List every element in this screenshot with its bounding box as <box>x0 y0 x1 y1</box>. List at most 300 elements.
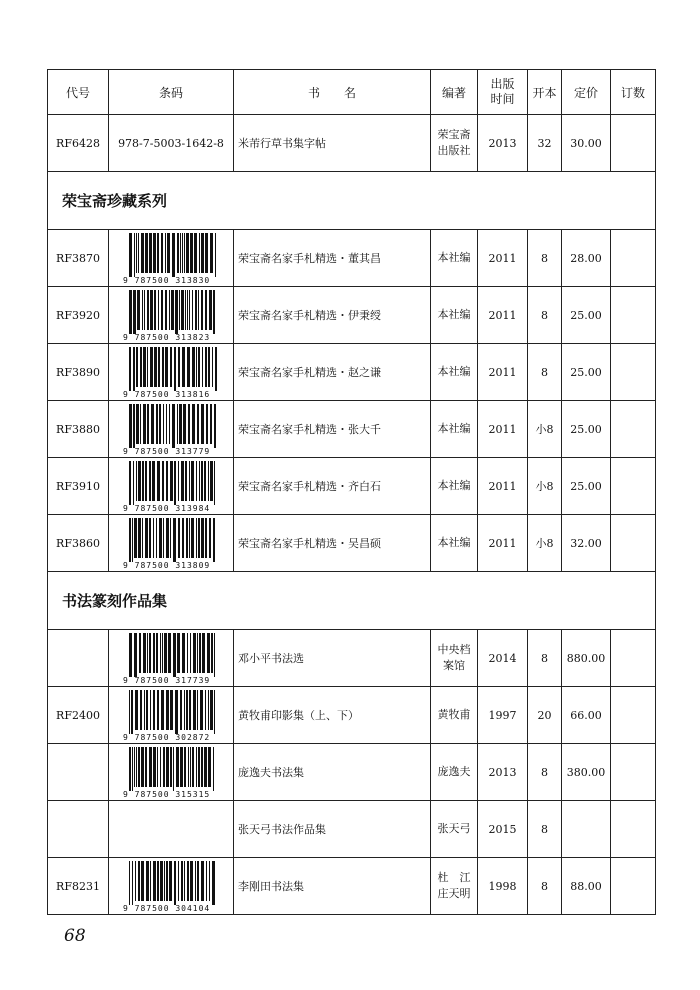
barcode-bar <box>195 861 196 901</box>
order-qty-cell[interactable] <box>611 858 656 915</box>
barcode-bar <box>153 518 154 558</box>
book-editor: 本社编 <box>431 515 478 572</box>
table-row <box>48 401 656 458</box>
barcode-bar <box>170 518 171 558</box>
barcode-bar <box>190 747 191 787</box>
barcode-bar <box>182 518 184 558</box>
book-format: 20 <box>528 687 562 744</box>
book-title: 荣宝斋名家手札精选・吴昌硕 <box>234 515 431 572</box>
barcode-bar <box>142 290 143 330</box>
barcode-bar <box>144 690 145 730</box>
order-qty-cell[interactable] <box>611 344 656 401</box>
barcode-bar <box>189 690 191 730</box>
barcode-bar <box>156 633 158 673</box>
barcode-digits: 9 787500 304104 <box>123 904 211 912</box>
book-code: RF3910 <box>48 458 109 515</box>
order-qty-cell[interactable] <box>611 458 656 515</box>
table-row <box>48 744 656 801</box>
barcode-bar <box>134 518 137 558</box>
barcode-image <box>121 346 221 398</box>
book-format: 8 <box>528 858 562 915</box>
barcode-bar <box>134 633 137 677</box>
barcode-bar <box>177 633 180 673</box>
table-header-row <box>48 70 656 115</box>
barcode-bar <box>169 404 170 444</box>
barcode-bar <box>162 461 164 501</box>
barcode-bar <box>192 290 193 330</box>
barcode-digits: 9 787500 313830 <box>123 276 211 284</box>
barcode-bar <box>160 747 161 787</box>
barcode-bar <box>201 518 204 558</box>
barcode-bar <box>147 347 148 387</box>
book-price: 25.00 <box>562 287 611 344</box>
barcode-bar <box>187 347 190 387</box>
barcode-bar <box>157 861 159 901</box>
barcode-svg <box>121 632 221 684</box>
barcode-bar <box>196 347 197 387</box>
barcode-bar <box>196 461 197 501</box>
barcode-bar <box>214 690 215 734</box>
barcode-bar <box>200 690 203 730</box>
barcode-bar <box>201 747 203 787</box>
editor-line1: 荣宝斋 <box>437 128 471 141</box>
barcode-image <box>121 460 221 512</box>
barcode-bar <box>153 233 156 273</box>
barcode-bar <box>208 747 211 787</box>
barcode-bar <box>145 233 148 273</box>
barcode-bar <box>147 633 148 673</box>
barcode-bar <box>196 747 197 787</box>
book-code <box>48 801 109 858</box>
order-qty-cell[interactable] <box>611 515 656 572</box>
barcode-bar <box>187 290 188 330</box>
barcode-bar <box>192 404 195 444</box>
header-barcode: 条码 <box>109 70 234 115</box>
book-year: 2011 <box>478 344 528 401</box>
barcode-bar <box>205 233 208 273</box>
barcode-cell <box>109 287 234 344</box>
barcode-bar <box>215 233 216 277</box>
book-price: 66.00 <box>562 687 611 744</box>
barcode-bar <box>153 633 155 673</box>
barcode-svg <box>121 232 221 284</box>
barcode-bar <box>166 461 168 501</box>
section-title: 书法篆刻作品集 <box>48 572 656 630</box>
order-qty-cell[interactable] <box>611 230 656 287</box>
barcode-bar <box>181 290 184 330</box>
barcode-svg <box>121 403 221 455</box>
barcode-bar <box>129 633 132 677</box>
book-title: 黄牧甫印影集（上、下） <box>234 687 431 744</box>
header-year <box>478 70 528 115</box>
book-editor <box>431 630 478 687</box>
isbn-text: 978-7-5003-1642-8 <box>109 115 234 172</box>
barcode-bar <box>145 747 147 787</box>
barcode-bar <box>174 861 176 905</box>
book-code: RF3860 <box>48 515 109 572</box>
barcode-bar <box>191 461 194 501</box>
barcode-bar <box>182 233 183 273</box>
order-qty-cell[interactable] <box>611 115 656 172</box>
barcode-bar <box>207 633 210 673</box>
book-code: RF6428 <box>48 115 109 172</box>
table-row <box>48 801 656 858</box>
book-price <box>562 801 611 858</box>
barcode-bar <box>138 518 141 558</box>
barcode-bar <box>206 861 207 901</box>
book-title: 米芾行草书集字帖 <box>234 115 431 172</box>
barcode-bar <box>208 690 209 730</box>
barcode-bar <box>180 747 183 787</box>
barcode-bar <box>202 633 205 673</box>
barcode-bar <box>161 233 163 273</box>
book-price: 88.00 <box>562 858 611 915</box>
barcode-bar <box>140 404 141 444</box>
barcode-bar <box>135 861 136 901</box>
book-code: RF8231 <box>48 858 109 915</box>
barcode-bar <box>214 633 215 677</box>
barcode-bar <box>194 233 197 273</box>
barcode-bar <box>215 347 217 391</box>
header-year-line1: 出版 <box>490 77 515 91</box>
book-year: 2011 <box>478 287 528 344</box>
book-price: 28.00 <box>562 230 611 287</box>
barcode-bar <box>136 747 137 787</box>
barcode-bar <box>152 461 155 501</box>
book-title: 张天弓书法作品集 <box>234 801 431 858</box>
book-title: 庞逸夫书法集 <box>234 744 431 801</box>
barcode-svg <box>121 689 221 741</box>
barcode-bar <box>132 518 133 562</box>
barcode-bar <box>179 404 182 444</box>
barcode-bar <box>147 404 149 444</box>
barcode-bar <box>208 347 210 387</box>
book-editor: 本社编 <box>431 287 478 344</box>
order-qty-cell[interactable] <box>611 401 656 458</box>
barcode-image <box>121 860 221 912</box>
barcode-bar <box>143 347 146 387</box>
book-title: 荣宝斋名家手札精选・伊秉绶 <box>234 287 431 344</box>
barcode-bar <box>175 690 178 734</box>
barcode-bar <box>172 233 175 277</box>
barcode-bar <box>204 461 206 501</box>
barcode-bar <box>184 690 185 730</box>
barcode-svg <box>121 346 221 398</box>
barcode-bar <box>178 347 180 387</box>
barcode-image <box>121 632 221 684</box>
book-title: 荣宝斋名家手札精选・张大千 <box>234 401 431 458</box>
book-format: 8 <box>528 230 562 287</box>
barcode-bar <box>202 347 203 387</box>
book-year: 2011 <box>478 458 528 515</box>
book-price: 25.00 <box>562 401 611 458</box>
barcode-bar <box>173 633 176 677</box>
barcode-bar <box>157 461 160 501</box>
table-row <box>48 458 656 515</box>
barcode-image <box>121 403 221 455</box>
barcode-bar <box>129 404 132 448</box>
barcode-bar <box>161 690 164 730</box>
barcode-bar <box>140 690 142 730</box>
book-title: 荣宝斋名家手札精选・董其昌 <box>234 230 431 287</box>
barcode-cell <box>109 344 234 401</box>
barcode-bar <box>157 690 159 730</box>
editor-line2: 庄天明 <box>437 887 471 900</box>
barcode-bar <box>205 518 207 558</box>
barcode-bar <box>157 747 158 787</box>
barcode-bar <box>197 690 198 730</box>
barcode-bar <box>201 861 204 901</box>
book-year: 1998 <box>478 858 528 915</box>
book-year: 2013 <box>478 115 528 172</box>
barcode-bar <box>153 690 155 730</box>
barcode-bar <box>192 747 194 787</box>
book-code <box>48 630 109 687</box>
book-price: 380.00 <box>562 744 611 801</box>
book-year: 2011 <box>478 230 528 287</box>
barcode-bar <box>189 518 190 558</box>
barcode-bar <box>183 404 186 444</box>
barcode-cell <box>109 687 234 744</box>
barcode-bar <box>176 747 179 787</box>
book-code: RF3880 <box>48 401 109 458</box>
barcode-bar <box>172 404 175 448</box>
barcode-bar <box>158 290 159 330</box>
header-year-line2: 时间 <box>490 92 515 106</box>
section-heading-row <box>48 172 656 230</box>
barcode-bar <box>181 461 184 501</box>
barcode-bar <box>195 290 197 330</box>
table-row <box>48 687 656 744</box>
barcode-bar <box>131 690 133 734</box>
barcode-bar <box>134 233 135 277</box>
barcode-bar <box>137 290 140 330</box>
barcode-cell <box>109 515 234 572</box>
header-price: 定价 <box>562 70 611 115</box>
book-editor: 张天弓 <box>431 801 478 858</box>
table-row <box>48 515 656 572</box>
book-price: 32.00 <box>562 515 611 572</box>
barcode-image <box>121 689 221 741</box>
barcode-bar <box>201 461 203 501</box>
barcode-bar <box>141 233 144 273</box>
order-qty-cell[interactable] <box>611 801 656 858</box>
barcode-bar <box>133 290 136 334</box>
barcode-bar <box>136 347 138 387</box>
barcode-bar <box>129 347 131 391</box>
barcode-bar <box>162 633 163 673</box>
barcode-digits: 9 787500 313809 <box>123 561 211 569</box>
editor-line2: 案馆 <box>443 659 465 672</box>
barcode-bar <box>132 861 133 905</box>
table-row <box>48 630 656 687</box>
barcode-bar <box>201 404 204 444</box>
header-editor: 编著 <box>431 70 478 115</box>
barcode-bar <box>135 690 138 730</box>
barcode-bar <box>158 347 160 387</box>
barcode-bar <box>185 290 186 330</box>
book-year: 2014 <box>478 630 528 687</box>
barcode-bar <box>192 347 195 387</box>
barcode-bar <box>205 290 207 330</box>
barcode-digits: 9 787500 313823 <box>123 333 211 341</box>
barcode-bar <box>213 518 215 562</box>
barcode-bar <box>175 290 178 334</box>
book-editor: 本社编 <box>431 401 478 458</box>
book-code: RF3870 <box>48 230 109 287</box>
barcode-bar <box>153 747 156 787</box>
barcode-bar <box>149 233 152 273</box>
barcode-bar <box>150 347 153 387</box>
barcode-bar <box>132 747 133 791</box>
barcode-digits: 9 787500 315315 <box>123 790 211 798</box>
barcode-bar <box>170 690 173 730</box>
book-format: 32 <box>528 115 562 172</box>
barcode-bar <box>209 861 210 901</box>
barcode-bar <box>145 461 147 501</box>
barcode-bar <box>186 233 189 273</box>
order-qty-cell[interactable] <box>611 630 656 687</box>
table-row <box>48 230 656 287</box>
barcode-cell <box>109 744 234 801</box>
barcode-bar <box>212 347 213 387</box>
barcode-bar <box>213 747 214 791</box>
header-format: 开本 <box>528 70 562 115</box>
barcode-image <box>121 289 221 341</box>
barcode-bar <box>133 347 135 391</box>
barcode-bar <box>204 747 207 787</box>
barcode-bar <box>201 290 203 330</box>
book-editor: 本社编 <box>431 344 478 401</box>
barcode-bar <box>136 233 137 273</box>
barcode-bar <box>173 518 176 562</box>
barcode-bar <box>129 518 131 562</box>
barcode-bar <box>205 347 207 387</box>
barcode-image <box>121 232 221 284</box>
barcode-svg <box>121 289 221 341</box>
barcode-bar <box>208 461 209 501</box>
book-format: 8 <box>528 287 562 344</box>
barcode-bar <box>198 518 200 558</box>
barcode-bar <box>188 747 189 787</box>
barcode-bar <box>154 290 156 330</box>
barcode-bar <box>162 347 164 387</box>
barcode-bar <box>129 290 132 334</box>
barcode-bar <box>139 633 141 673</box>
barcode-bar <box>198 290 199 330</box>
order-qty-cell[interactable] <box>611 744 656 801</box>
barcode-bar <box>166 404 167 444</box>
barcode-bar <box>143 633 146 673</box>
barcode-bar <box>174 347 176 391</box>
barcode-bar <box>181 861 183 901</box>
barcode-bar <box>164 633 167 673</box>
barcode-bar <box>156 404 158 444</box>
barcode-bar <box>150 290 153 330</box>
barcode-bar <box>165 233 166 273</box>
barcode-cell <box>109 458 234 515</box>
book-code: RF2400 <box>48 687 109 744</box>
barcode-bar <box>150 690 151 730</box>
barcode-bar <box>151 404 154 444</box>
section-title: 荣宝斋珍藏系列 <box>48 172 656 230</box>
order-qty-cell[interactable] <box>611 687 656 744</box>
barcode-bar <box>129 747 131 791</box>
book-editor: 本社编 <box>431 230 478 287</box>
barcode-bar <box>187 633 188 673</box>
barcode-bar <box>157 233 159 273</box>
barcode-bar <box>159 404 161 444</box>
barcode-bar <box>191 518 194 558</box>
book-editor: 黄牧甫 <box>431 687 478 744</box>
barcode-bar <box>153 861 156 901</box>
barcode-cell <box>109 401 234 458</box>
editor-line1: 中央档 <box>437 643 471 656</box>
book-title: 荣宝斋名家手札精选・赵之谦 <box>234 344 431 401</box>
book-format: 8 <box>528 344 562 401</box>
barcode-cell <box>109 801 234 858</box>
book-format: 8 <box>528 744 562 801</box>
order-qty-cell[interactable] <box>611 287 656 344</box>
barcode-bar <box>156 518 157 558</box>
barcode-bar <box>211 633 213 673</box>
barcode-digits: 9 787500 302872 <box>123 733 211 741</box>
book-price: 880.00 <box>562 630 611 687</box>
header-title: 书 名 <box>234 70 431 115</box>
barcode-bar <box>177 404 178 444</box>
barcode-bar <box>182 633 185 673</box>
barcode-bar <box>185 461 187 501</box>
barcode-digits: 9 787500 313984 <box>123 504 211 512</box>
barcode-bar <box>187 861 189 901</box>
barcode-bar <box>179 290 180 330</box>
book-editor: 庞逸夫 <box>431 744 478 801</box>
barcode-bar <box>161 290 163 330</box>
book-price: 25.00 <box>562 458 611 515</box>
barcode-bar <box>210 461 213 501</box>
barcode-image <box>121 746 221 798</box>
barcode-bar <box>145 518 148 558</box>
barcode-bar <box>129 690 130 734</box>
book-editor <box>431 115 478 172</box>
barcode-bar <box>178 518 180 558</box>
book-title: 李刚田书法集 <box>234 858 431 915</box>
barcode-bar <box>164 861 165 901</box>
book-catalog-table <box>47 69 656 915</box>
barcode-cell <box>109 230 234 287</box>
barcode-bar <box>163 518 164 558</box>
barcode-bar <box>159 518 162 558</box>
barcode-bar <box>154 347 157 387</box>
barcode-bar <box>189 290 190 330</box>
barcode-bar <box>201 233 204 273</box>
barcode-bar <box>169 290 170 330</box>
barcode-bar <box>199 233 200 273</box>
barcode-bar <box>186 690 188 730</box>
barcode-bar <box>209 290 212 330</box>
book-format: 8 <box>528 801 562 858</box>
barcode-bar <box>140 347 142 387</box>
barcode-bar <box>188 404 190 444</box>
barcode-bar <box>184 861 185 901</box>
barcode-bar <box>136 461 137 501</box>
barcode-bar <box>134 747 135 787</box>
barcode-bar <box>141 861 144 901</box>
book-price: 30.00 <box>562 115 611 172</box>
barcode-bar <box>133 404 135 448</box>
table-row <box>48 115 656 172</box>
barcode-bar <box>149 518 151 558</box>
